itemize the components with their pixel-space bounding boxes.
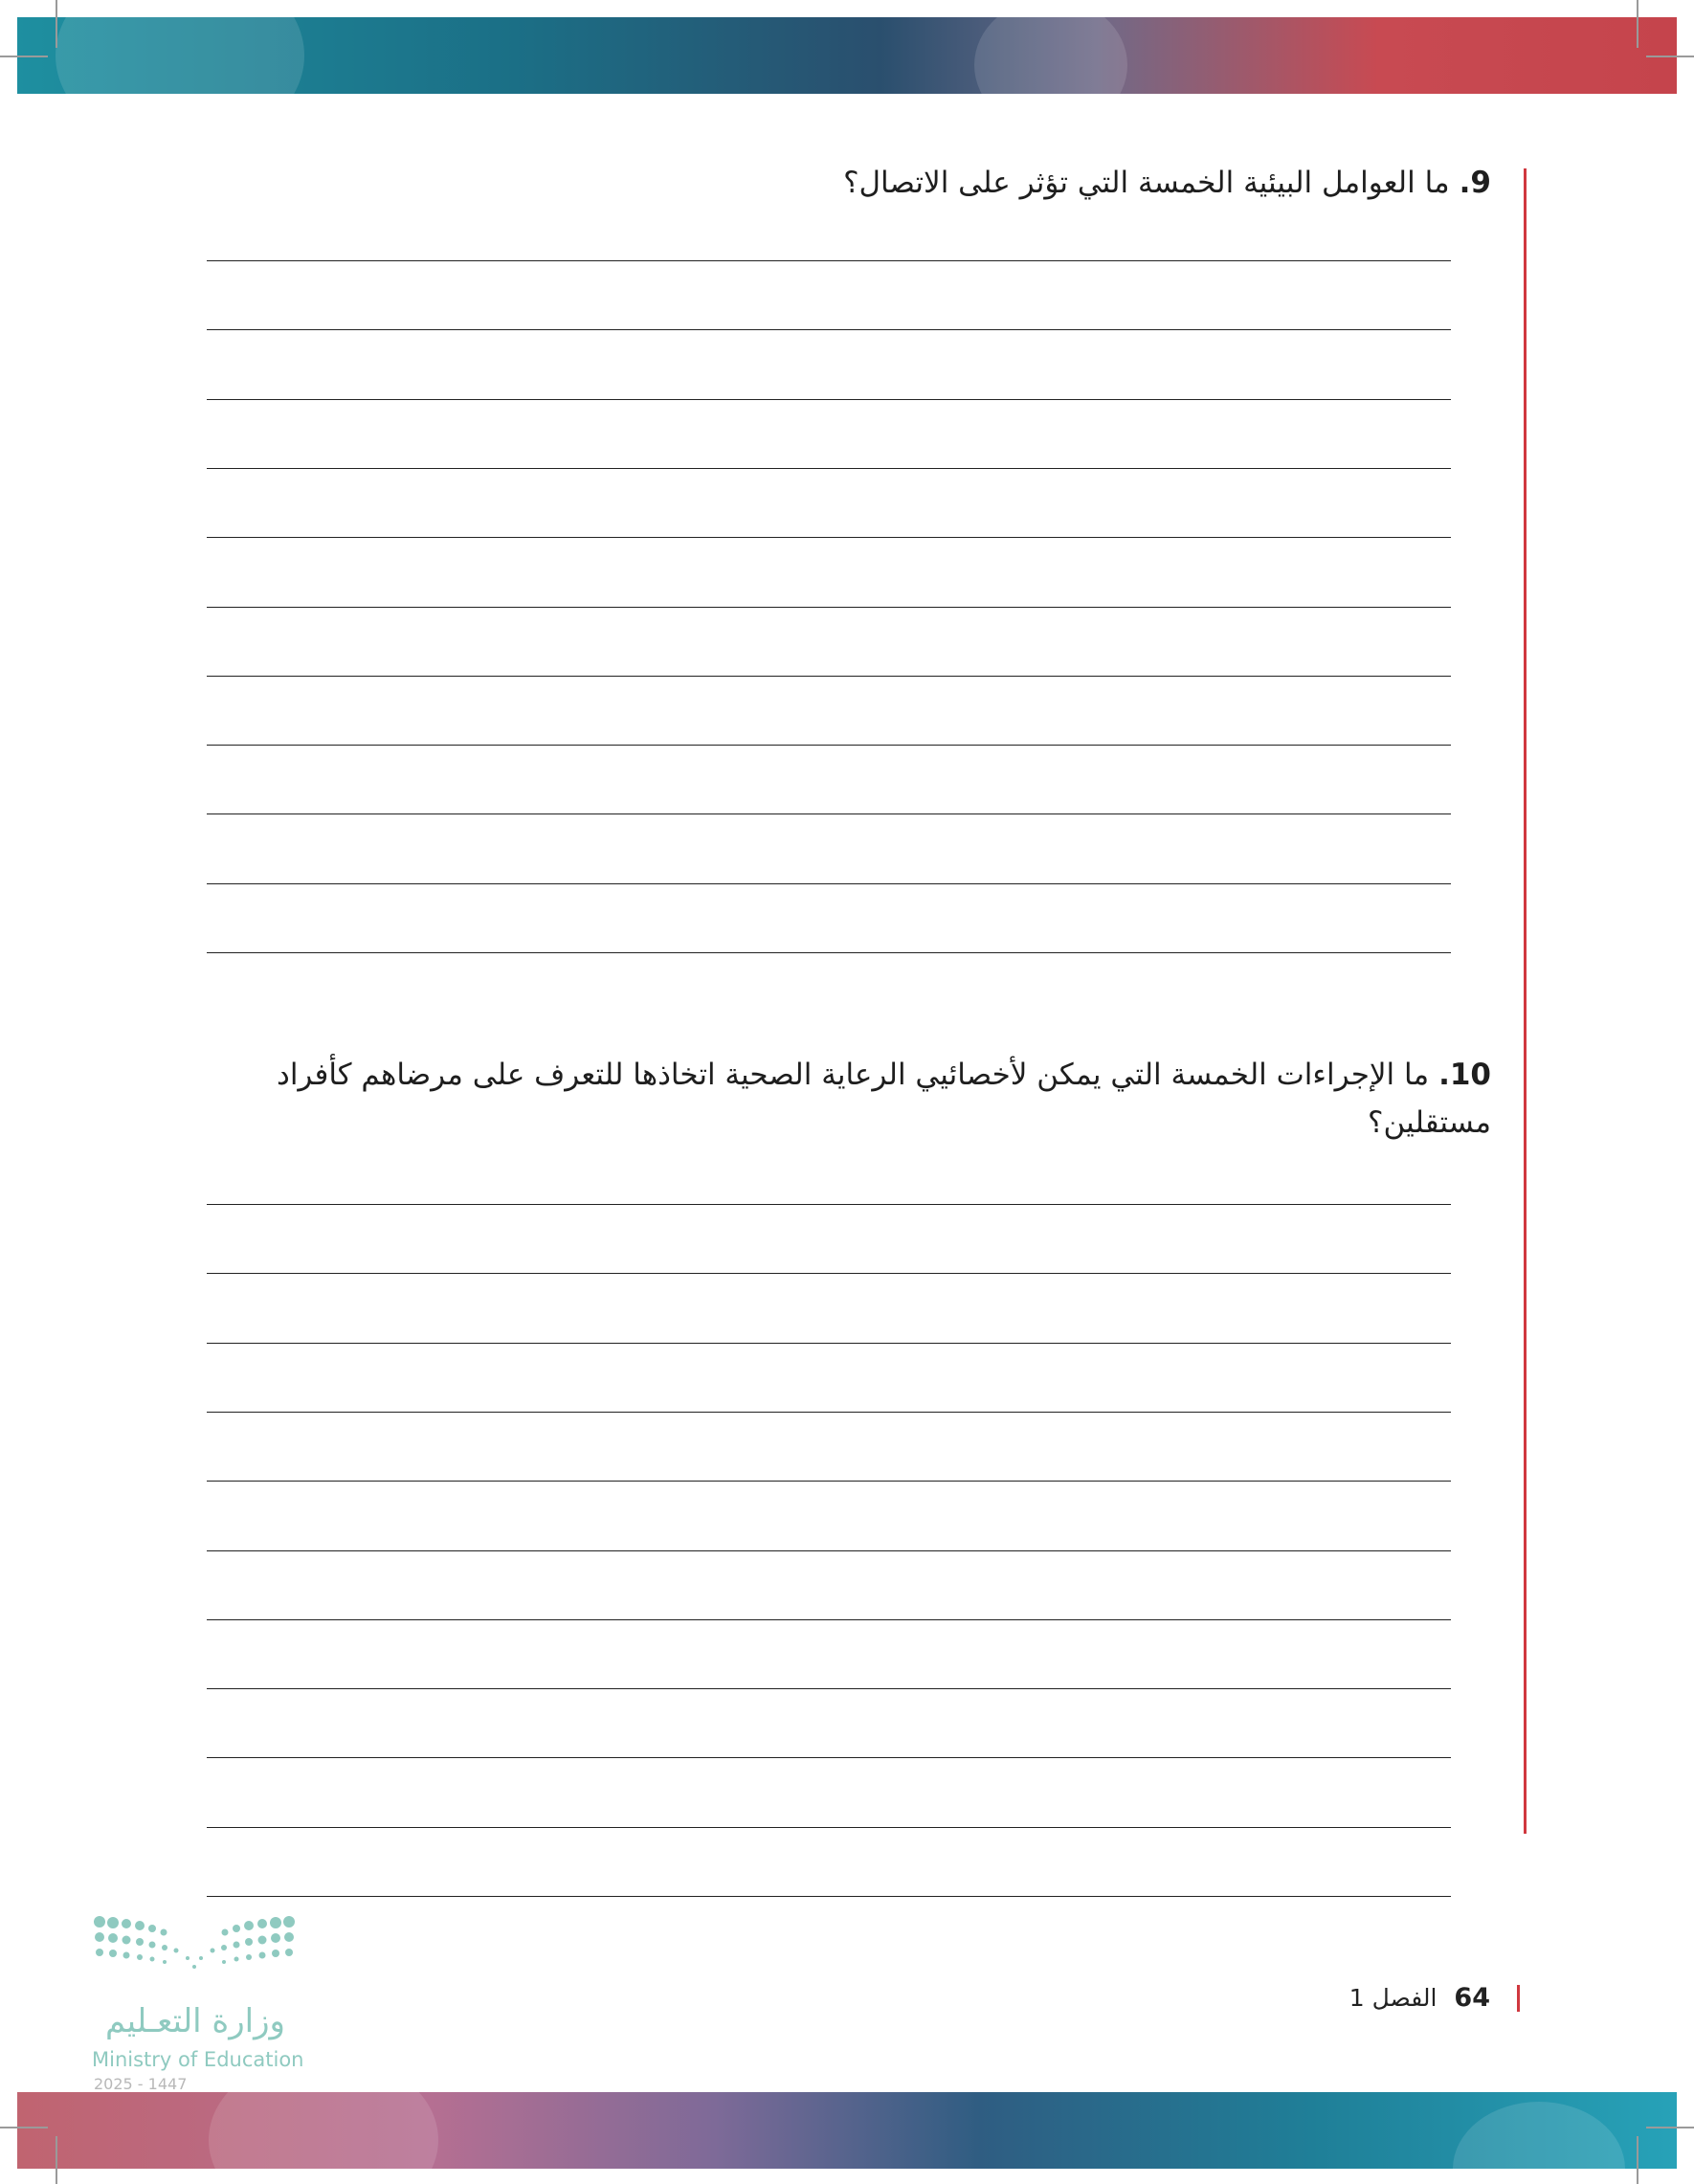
page-number: 64 [1454, 1983, 1490, 2013]
question-10 [151, 1051, 1491, 1147]
crop-mark [0, 2127, 48, 2128]
answer-line[interactable] [207, 1827, 1451, 1828]
answer-line[interactable] [207, 1273, 1451, 1274]
answer-line[interactable] [207, 745, 1451, 746]
answer-line[interactable] [207, 329, 1451, 330]
answer-line[interactable] [207, 1343, 1451, 1344]
answer-line[interactable] [207, 1481, 1451, 1482]
crop-mark [56, 0, 57, 48]
answer-line[interactable] [207, 1550, 1451, 1551]
answer-line[interactable] [207, 1412, 1451, 1413]
question-text: ما الإجراءات الخمسة التي يمكن لأخصائيي الرعاية الصحية اتخاذها للتعرف على مرضاهم كأفراد مستقلين؟ [277, 1058, 1491, 1140]
logo-english-text: Ministry of Education [92, 2048, 304, 2071]
margin-rule [1524, 168, 1527, 1834]
page-footer [1349, 1983, 1520, 2013]
header-band [17, 17, 1677, 94]
answer-line[interactable] [207, 1204, 1451, 1205]
answer-line[interactable] [207, 260, 1451, 261]
chapter-label: الفصل 1 [1349, 1984, 1438, 2012]
question-number: 10. [1438, 1058, 1491, 1092]
answer-line[interactable] [207, 1688, 1451, 1689]
answer-line[interactable] [207, 1896, 1451, 1897]
question-text: ما العوامل البيئية الخمسة التي تؤثر على الاتصال؟ [843, 166, 1450, 200]
footer-divider [1517, 1985, 1520, 2012]
crop-mark [1637, 2136, 1638, 2184]
answer-line[interactable] [207, 1757, 1451, 1758]
crop-mark [1646, 2127, 1694, 2128]
crop-mark [56, 2136, 57, 2184]
crop-mark [0, 56, 48, 57]
crop-mark [1637, 0, 1638, 48]
crop-mark [1646, 56, 1694, 57]
answer-line[interactable] [207, 1619, 1451, 1620]
footer-band [17, 2092, 1677, 2169]
question-9 [247, 159, 1491, 207]
answer-line[interactable] [207, 813, 1451, 814]
answer-line[interactable] [207, 399, 1451, 400]
logo-year: 2025 - 1447 [94, 2075, 188, 2093]
answer-line[interactable] [207, 537, 1451, 538]
logo-arabic-text: وزارة التعـليم [105, 2002, 285, 2040]
answer-line[interactable] [207, 883, 1451, 884]
answer-line[interactable] [207, 952, 1451, 953]
answer-line[interactable] [207, 468, 1451, 469]
question-number: 9. [1459, 166, 1491, 200]
answer-line[interactable] [207, 607, 1451, 608]
answer-line[interactable] [207, 676, 1451, 677]
